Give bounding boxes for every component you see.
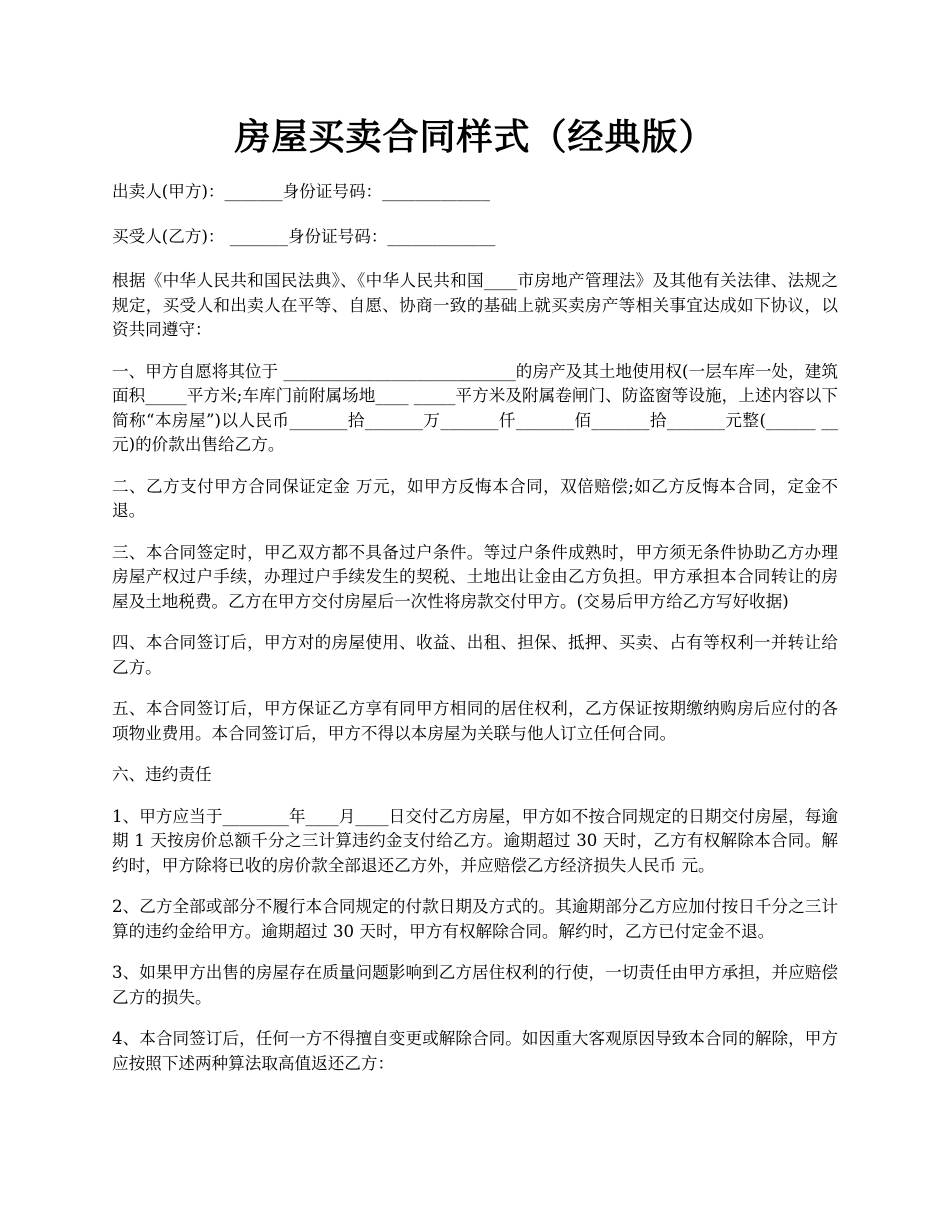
clause-5-paragraph: 五、本合同签订后，甲方保证乙方享有同甲方相同的居住权利，乙方保证按期缴纳购房后应付的各项物业费用。本合同签订后，甲方不得以本房屋为关联与他人订立任何合同。 — [112, 699, 838, 743]
liability-item-1: 1、甲方应当于________年____月____日交付乙方房屋，甲方如不按合同规定的日期交付房屋，每逾期 1 天按房价总额千分之三计算违约金支付给乙方。逾期超过 30 天时，乙方有权解除本合同。解约时，甲方除将已收的房价款全部退还乙方外，并应赔偿乙方经济损失人民币 元。 — [112, 806, 838, 875]
seller-line: 出卖人(甲方)：_______身份证号码：_____________ — [112, 182, 491, 201]
liability-item-2: 2、乙方全部或部分不履行本合同规定的付款日期及方式的。其逾期部分乙方应加付按日千分之三计算的违约金给甲方。逾期超过 30 天时，甲方有权解除合同。解约时，乙方已付定金不退。 — [112, 897, 838, 941]
buyer-line: 买受人(乙方)： _______身份证号码：_____________ — [112, 226, 496, 246]
clause-4-paragraph: 四、本合同签订后，甲方对的房屋使用、收益、出租、担保、抵押、买卖、占有等权利一并转让给乙方。 — [112, 633, 838, 677]
preamble-paragraph: 根据《中华人民共和国民法典》、《中华人民共和国____市房地产管理法》及其他有关法律、法规之规定，买受人和出卖人在平等、自愿、协商一致的基础上就买卖房产等相关事宜达成如下协议，以资共同遵守： — [112, 271, 838, 339]
clause-2-paragraph: 二、乙方支付甲方合同保证定金 万元，如甲方反悔本合同，双倍赔偿;如乙方反悔本合同，定金不退。 — [112, 476, 838, 520]
liability-item-4: 4、本合同签订后，任何一方不得擅自变更或解除合同。如因重大客观原因导致本合同的解除，甲方应按照下述两种算法取高值返还乙方： — [112, 1029, 838, 1073]
clause-3-paragraph: 三、本合同签定时，甲乙双方都不具备过户条件。等过户条件成熟时，甲方须无条件协助乙方办理房屋产权过户手续，办理过户手续发生的契税、土地出让金由乙方负担。甲方承担本合同转让的房屋及土地税费。乙方在甲方交付房屋后一次性将房款交付甲方。(交易后甲方给乙方写好收据) — [112, 542, 838, 611]
liability-item-3: 3、如果甲方出售的房屋存在质量问题影响到乙方居住权利的行使，一切责任由甲方承担，并应赔偿乙方的损失。 — [112, 963, 838, 1007]
document-title: 房屋买卖合同样式（经典版） — [234, 116, 716, 158]
clause-6-heading: 六、违约责任 — [112, 765, 212, 784]
clause-1-paragraph: 一、甲方自愿将其位于 ____________________________的房产及其土地使用权(一层车库一处，建筑面积_____平方米;车库门前附属场地____ _____平方米及附属卷闸门、防盗窗等设施，上述内容以下简称“本房屋”)以人民币_______拾_______万_______仟_______佰_______拾_______元整(______ __ 元)的价款出售给乙方。 — [112, 361, 838, 454]
